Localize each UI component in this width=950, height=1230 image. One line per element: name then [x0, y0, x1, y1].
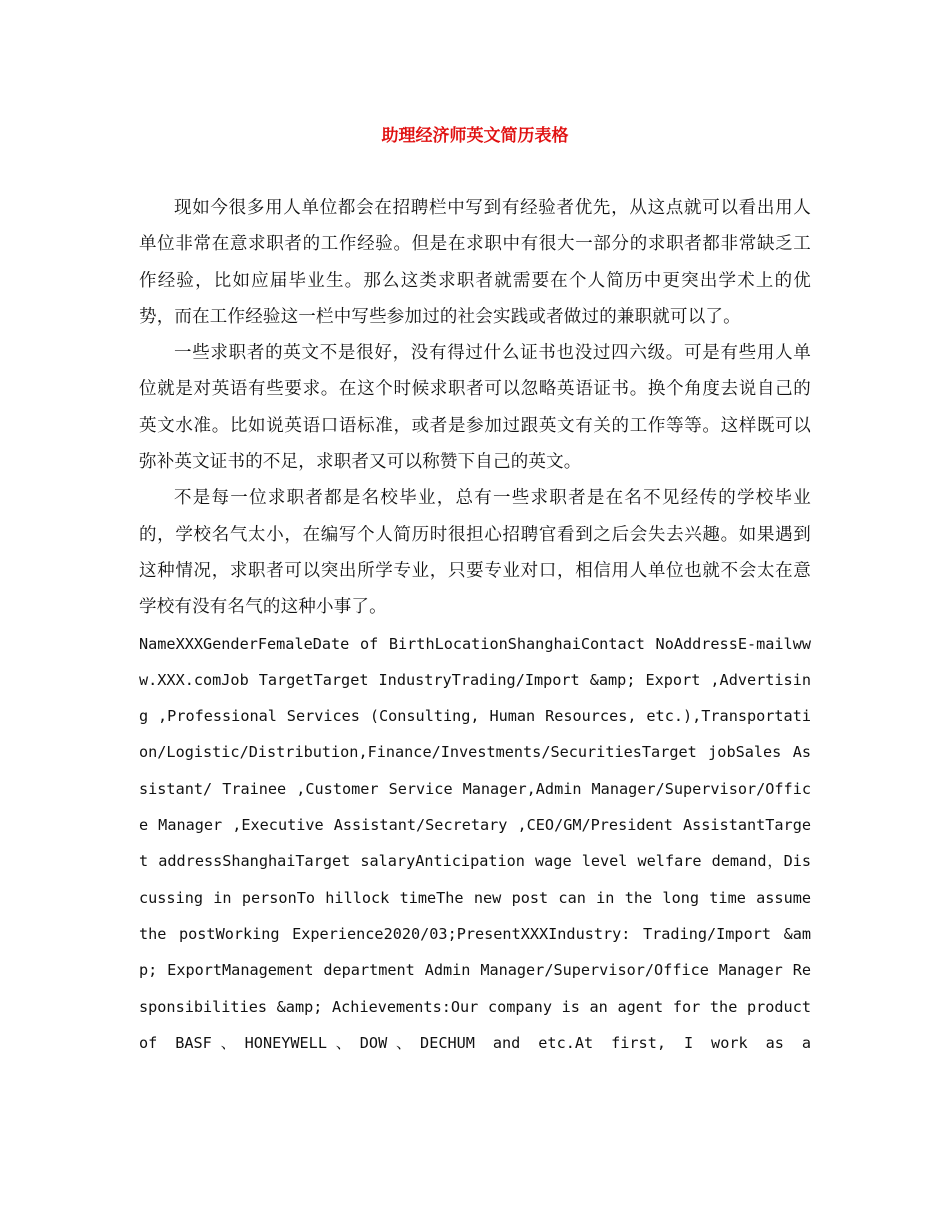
- paragraph-experience: 现如今很多用人单位都会在招聘栏中写到有经验者优先，从这点就可以看出用人单位非常在意求职者的工作经验。但是在求职中有很大一部分的求职者都非常缺乏工作经验，比如应届毕业生。那么这类求职者就需要在个人简历中更突出学术上的优势，而在工作经验这一栏中写些参加过的社会实践或者做过的兼职就可以了。: [139, 198, 811, 327]
- paragraph-school: 不是每一位求职者都是名校毕业，总有一些求职者是在名不见经传的学校毕业的，学校名气太小，在编写个人简历时很担心招聘官看到之后会失去兴趣。如果遇到这种情况，求职者可以突出所学专业，只要专业对口，相信用人单位也就不会太在意学校有没有名气的这种小事了。: [139, 488, 811, 618]
- document-title: 助理经济师英文简历表格: [381, 126, 569, 146]
- document-body: [139, 190, 811, 1061]
- paragraph-english-skills: 一些求职者的英文不是很好，没有得过什么证书也没过四六级。可是有些用人单位就是对英语有些要求。在这个时候求职者可以忽略英语证书。换个角度去说自己的英文水准。比如说英语口语标准，或者是参加过跟英文有关的工作等等。这样既可以弥补英文证书的不足，求职者又可以称赞下自己的英文。: [139, 343, 811, 473]
- resume-english-text: NameXXXGenderFemaleDate of BirthLocationShanghaiContact NoAddressE-mailwww.XXX.comJob TargetTarget IndustryTrading/Import &amp; Export ,Advertising ,Professional Services (Consulting, Human Resources, etc.),Transportation/Logistic/Distribution,Finance/Investments/SecuritiesTarget jobSales Assistant/ Trainee ,Customer Service Manager,Admin Manager/Supervisor/Office Manager ,Executive Assistant/Secretary ,CEO/GM/President AssistantTarget addressShanghaiTarget salaryAnticipation wage level welfare demand，Discussing in personTo hillock timeThe new post can in the long time assume the postWorking Experience2020/03;PresentXXXIndustry: Trading/Import &amp; ExportManagement department Admin Manager/Supervisor/Office Manager Responsibilities &amp; Achievements:Our company is an agent for the product of BASF、HONEYWELL、DOW、DECHUM and etc.At first, I work as a: [139, 634, 811, 1052]
